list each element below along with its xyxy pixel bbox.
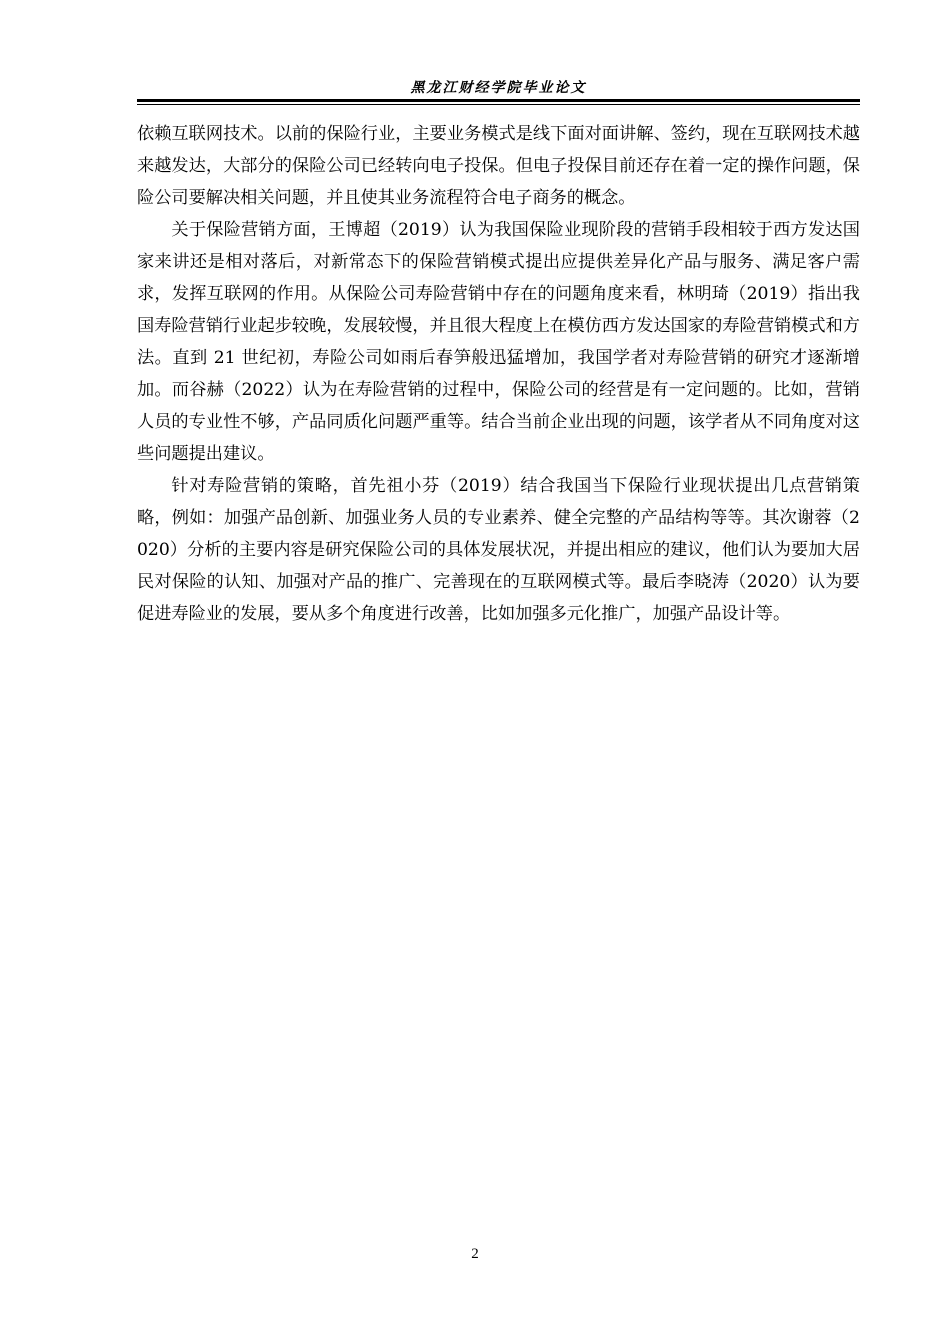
- running-header: 黑龙江财经学院毕业论文: [410, 80, 587, 96]
- paragraph-marketing-strategy: 针对寿险营销的策略，首先祖小芬（2019）结合我国当下保险行业现状提出几点营销策略，例如：加强产品创新、加强业务人员的专业素养、健全完整的产品结构等等。其次谢蓉（2020）分析的主要内容是研究保险公司的具体发展状况，并提出相应的建议，他们认为要加大居民对保险的认知、加强对产品的推广、完善现在的互联网模式等。最后李晓涛（2020）认为要促进寿险业的发展，要从多个角度进行改善，比如加强多元化推广，加强产品设计等。: [137, 476, 860, 624]
- paragraph-marketing-research: 关于保险营销方面，王博超（2019）认为我国保险业现阶段的营销手段相较于西方发达国家来讲还是相对落后，对新常态下的保险营销模式提出应提供差异化产品与服务、满足客户需求，发挥互联网的作用。从保险公司寿险营销中存在的问题角度来看，林明琦（2019）指出我国寿险营销行业起步较晚，发展较慢，并且很大程度上在模仿西方发达国家的寿险营销模式和方法。直到 21 世纪初，寿险公司如雨后春笋般迅猛增加，我国学者对寿险营销的研究才逐渐增加。而谷赫（2022）认为在寿险营销的过程中，保险公司的经营是有一定问题的。比如，营销人员的专业性不够，产品同质化问题严重等。结合当前企业出现的问题，该学者从不同角度对这些问题提出建议。: [137, 220, 860, 464]
- page-number: 2: [471, 1246, 479, 1262]
- header-rule-thick: [137, 99, 860, 102]
- header-rule-thin: [137, 104, 860, 105]
- body-text: [137, 118, 860, 630]
- paragraph-continued: 依赖互联网技术。以前的保险行业，主要业务模式是线下面对面讲解、签约，现在互联网技术越来越发达，大部分的保险公司已经转向电子投保。但电子投保目前还存在着一定的操作问题，保险公司要解决相关问题，并且使其业务流程符合电子商务的概念。: [137, 124, 860, 208]
